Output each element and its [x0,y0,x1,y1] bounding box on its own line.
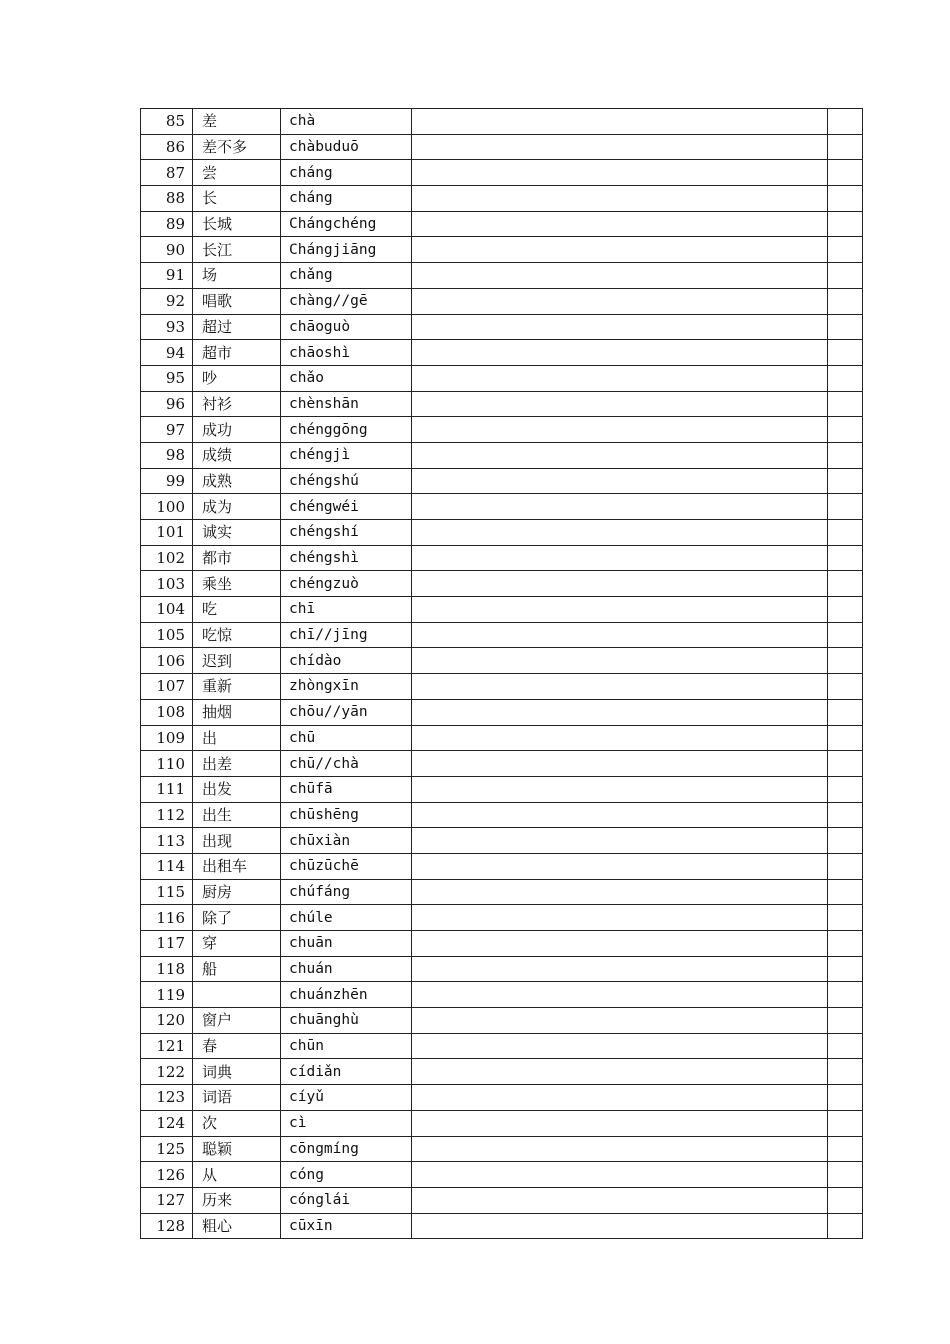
extra-cell [828,391,863,417]
table-row [141,1187,863,1213]
definition-cell [412,1110,828,1136]
entry-number: 127 [141,1187,193,1213]
definition-cell [412,828,828,854]
entry-number: 98 [141,442,193,468]
pinyin: chéngwéi [281,494,412,520]
definition-cell [412,751,828,777]
extra-cell [828,725,863,751]
pinyin: chuánzhēn [281,982,412,1008]
definition-cell [412,1085,828,1111]
pinyin: chǎng [281,263,412,289]
pinyin: chúfáng [281,879,412,905]
definition-cell [412,571,828,597]
chinese-word: 吃惊 [193,622,281,648]
definition-cell [412,134,828,160]
pinyin: chídào [281,648,412,674]
pinyin: chènshān [281,391,412,417]
table-row [141,1059,863,1085]
chinese-word: 词语 [193,1085,281,1111]
pinyin: chī [281,597,412,623]
chinese-word: 差不多 [193,134,281,160]
entry-number: 101 [141,520,193,546]
chinese-word [193,982,281,1008]
pinyin: chàng//gē [281,288,412,314]
pinyin: cháng [281,186,412,212]
chinese-word: 穿 [193,931,281,957]
extra-cell [828,1110,863,1136]
chinese-word: 出租车 [193,853,281,879]
chinese-word: 聪颖 [193,1136,281,1162]
definition-cell [412,340,828,366]
chinese-word: 乘坐 [193,571,281,597]
definition-cell [412,1008,828,1034]
chinese-word: 除了 [193,905,281,931]
pinyin: chāoshì [281,340,412,366]
extra-cell [828,853,863,879]
entry-number: 103 [141,571,193,597]
extra-cell [828,340,863,366]
definition-cell [412,674,828,700]
chinese-word: 长 [193,186,281,212]
definition-cell [412,417,828,443]
pinyin: cídiǎn [281,1059,412,1085]
table-row [141,134,863,160]
pinyin: chū//chà [281,751,412,777]
pinyin: chuān [281,931,412,957]
chinese-word: 重新 [193,674,281,700]
entry-number: 120 [141,1008,193,1034]
chinese-word: 历来 [193,1187,281,1213]
chinese-word: 粗心 [193,1213,281,1239]
chinese-word: 抽烟 [193,699,281,725]
definition-cell [412,802,828,828]
chinese-word: 从 [193,1162,281,1188]
chinese-word: 词典 [193,1059,281,1085]
table-row [141,956,863,982]
definition-cell [412,597,828,623]
definition-cell [412,109,828,135]
extra-cell [828,622,863,648]
extra-cell [828,468,863,494]
extra-cell [828,597,863,623]
pinyin: chǎo [281,365,412,391]
extra-cell [828,288,863,314]
table-row [141,622,863,648]
pinyin: chūxiàn [281,828,412,854]
entry-number: 86 [141,134,193,160]
entry-number: 109 [141,725,193,751]
table-row [141,314,863,340]
entry-number: 105 [141,622,193,648]
entry-number: 108 [141,699,193,725]
extra-cell [828,1162,863,1188]
pinyin: chúle [281,905,412,931]
entry-number: 88 [141,186,193,212]
table-row [141,237,863,263]
chinese-word: 成绩 [193,442,281,468]
chinese-word: 出生 [193,802,281,828]
entry-number: 99 [141,468,193,494]
definition-cell [412,1033,828,1059]
definition-cell [412,1162,828,1188]
extra-cell [828,1187,863,1213]
entry-number: 124 [141,1110,193,1136]
table-row [141,1085,863,1111]
definition-cell [412,1213,828,1239]
pinyin: cūxīn [281,1213,412,1239]
chinese-word: 衬衫 [193,391,281,417]
definition-cell [412,263,828,289]
definition-cell [412,365,828,391]
table-row [141,699,863,725]
pinyin: chéngshú [281,468,412,494]
definition-cell [412,905,828,931]
extra-cell [828,751,863,777]
entry-number: 123 [141,1085,193,1111]
definition-cell [412,853,828,879]
extra-cell [828,828,863,854]
extra-cell [828,1213,863,1239]
chinese-word: 船 [193,956,281,982]
extra-cell [828,956,863,982]
chinese-word: 迟到 [193,648,281,674]
table-row [141,879,863,905]
entry-number: 87 [141,160,193,186]
table-row [141,211,863,237]
entry-number: 118 [141,956,193,982]
entry-number: 89 [141,211,193,237]
entry-number: 116 [141,905,193,931]
table-row [141,931,863,957]
pinyin: cháng [281,160,412,186]
pinyin: cì [281,1110,412,1136]
extra-cell [828,1059,863,1085]
entry-number: 107 [141,674,193,700]
table-row [141,263,863,289]
chinese-word: 吵 [193,365,281,391]
entry-number: 125 [141,1136,193,1162]
table-row [141,417,863,443]
extra-cell [828,931,863,957]
extra-cell [828,494,863,520]
pinyin: chuānghù [281,1008,412,1034]
extra-cell [828,134,863,160]
definition-cell [412,931,828,957]
entry-number: 104 [141,597,193,623]
extra-cell [828,802,863,828]
entry-number: 115 [141,879,193,905]
table-row [141,828,863,854]
extra-cell [828,211,863,237]
extra-cell [828,160,863,186]
chinese-word: 超市 [193,340,281,366]
definition-cell [412,776,828,802]
extra-cell [828,982,863,1008]
pinyin: chōu//yān [281,699,412,725]
chinese-word: 唱歌 [193,288,281,314]
extra-cell [828,571,863,597]
pinyin: chà [281,109,412,135]
chinese-word: 吃 [193,597,281,623]
extra-cell [828,263,863,289]
chinese-word: 次 [193,1110,281,1136]
extra-cell [828,1033,863,1059]
pinyin: Chángjiāng [281,237,412,263]
table-row [141,468,863,494]
entry-number: 93 [141,314,193,340]
extra-cell [828,314,863,340]
table-row [141,1213,863,1239]
chinese-word: 诚实 [193,520,281,546]
chinese-word: 尝 [193,160,281,186]
entry-number: 90 [141,237,193,263]
extra-cell [828,674,863,700]
entry-number: 119 [141,982,193,1008]
vocabulary-table-body [141,109,863,1239]
table-row [141,365,863,391]
definition-cell [412,314,828,340]
table-row [141,442,863,468]
pinyin: chéngshí [281,520,412,546]
extra-cell [828,905,863,931]
definition-cell [412,1187,828,1213]
entry-number: 128 [141,1213,193,1239]
pinyin: chūzūchē [281,853,412,879]
table-row [141,545,863,571]
entry-number: 91 [141,263,193,289]
pinyin: chénggōng [281,417,412,443]
chinese-word: 出发 [193,776,281,802]
definition-cell [412,442,828,468]
chinese-word: 场 [193,263,281,289]
pinyin: cóng [281,1162,412,1188]
pinyin: chī//jīng [281,622,412,648]
extra-cell [828,1136,863,1162]
definition-cell [412,237,828,263]
definition-cell [412,186,828,212]
entry-number: 97 [141,417,193,443]
entry-number: 96 [141,391,193,417]
table-row [141,1162,863,1188]
extra-cell [828,545,863,571]
pinyin: cōngmíng [281,1136,412,1162]
extra-cell [828,442,863,468]
definition-cell [412,391,828,417]
chinese-word: 厨房 [193,879,281,905]
chinese-word: 成为 [193,494,281,520]
pinyin: chūshēng [281,802,412,828]
entry-number: 92 [141,288,193,314]
entry-number: 122 [141,1059,193,1085]
extra-cell [828,776,863,802]
entry-number: 106 [141,648,193,674]
entry-number: 117 [141,931,193,957]
entry-number: 85 [141,109,193,135]
chinese-word: 出差 [193,751,281,777]
extra-cell [828,1008,863,1034]
entry-number: 114 [141,853,193,879]
table-row [141,1110,863,1136]
definition-cell [412,879,828,905]
pinyin: chuán [281,956,412,982]
extra-cell [828,237,863,263]
extra-cell [828,186,863,212]
table-row [141,391,863,417]
extra-cell [828,648,863,674]
definition-cell [412,211,828,237]
extra-cell [828,1085,863,1111]
table-row [141,648,863,674]
pinyin: chūn [281,1033,412,1059]
table-row [141,520,863,546]
pinyin: zhòngxīn [281,674,412,700]
definition-cell [412,699,828,725]
pinyin: chéngzuò [281,571,412,597]
pinyin: chéngshì [281,545,412,571]
chinese-word: 都市 [193,545,281,571]
definition-cell [412,1059,828,1085]
pinyin: cíyǔ [281,1085,412,1111]
chinese-word: 窗户 [193,1008,281,1034]
entry-number: 94 [141,340,193,366]
definition-cell [412,648,828,674]
entry-number: 112 [141,802,193,828]
chinese-word: 长江 [193,237,281,263]
table-row [141,597,863,623]
chinese-word: 出现 [193,828,281,854]
table-row [141,725,863,751]
definition-cell [412,956,828,982]
extra-cell [828,417,863,443]
entry-number: 113 [141,828,193,854]
extra-cell [828,365,863,391]
table-row [141,160,863,186]
pinyin: chéngjì [281,442,412,468]
table-row [141,751,863,777]
table-row [141,571,863,597]
entry-number: 95 [141,365,193,391]
pinyin: chàbuduō [281,134,412,160]
table-row [141,288,863,314]
definition-cell [412,520,828,546]
definition-cell [412,1136,828,1162]
definition-cell [412,288,828,314]
chinese-word: 差 [193,109,281,135]
definition-cell [412,160,828,186]
extra-cell [828,699,863,725]
table-row [141,109,863,135]
chinese-word: 出 [193,725,281,751]
entry-number: 121 [141,1033,193,1059]
pinyin: chūfā [281,776,412,802]
definition-cell [412,494,828,520]
pinyin: chāoguò [281,314,412,340]
pinyin: Chángchéng [281,211,412,237]
table-row [141,1033,863,1059]
table-row [141,186,863,212]
table-row [141,982,863,1008]
table-row [141,853,863,879]
entry-number: 100 [141,494,193,520]
table-row [141,776,863,802]
table-row [141,1008,863,1034]
extra-cell [828,109,863,135]
table-row [141,802,863,828]
definition-cell [412,982,828,1008]
chinese-word: 超过 [193,314,281,340]
definition-cell [412,622,828,648]
entry-number: 102 [141,545,193,571]
table-row [141,674,863,700]
pinyin: cónglái [281,1187,412,1213]
table-row [141,905,863,931]
table-row [141,1136,863,1162]
table-row [141,494,863,520]
chinese-word: 成熟 [193,468,281,494]
pinyin: chū [281,725,412,751]
definition-cell [412,725,828,751]
table-row [141,340,863,366]
extra-cell [828,520,863,546]
vocabulary-table [140,108,863,1239]
definition-cell [412,545,828,571]
entry-number: 111 [141,776,193,802]
chinese-word: 春 [193,1033,281,1059]
entry-number: 126 [141,1162,193,1188]
chinese-word: 长城 [193,211,281,237]
entry-number: 110 [141,751,193,777]
definition-cell [412,468,828,494]
chinese-word: 成功 [193,417,281,443]
extra-cell [828,879,863,905]
